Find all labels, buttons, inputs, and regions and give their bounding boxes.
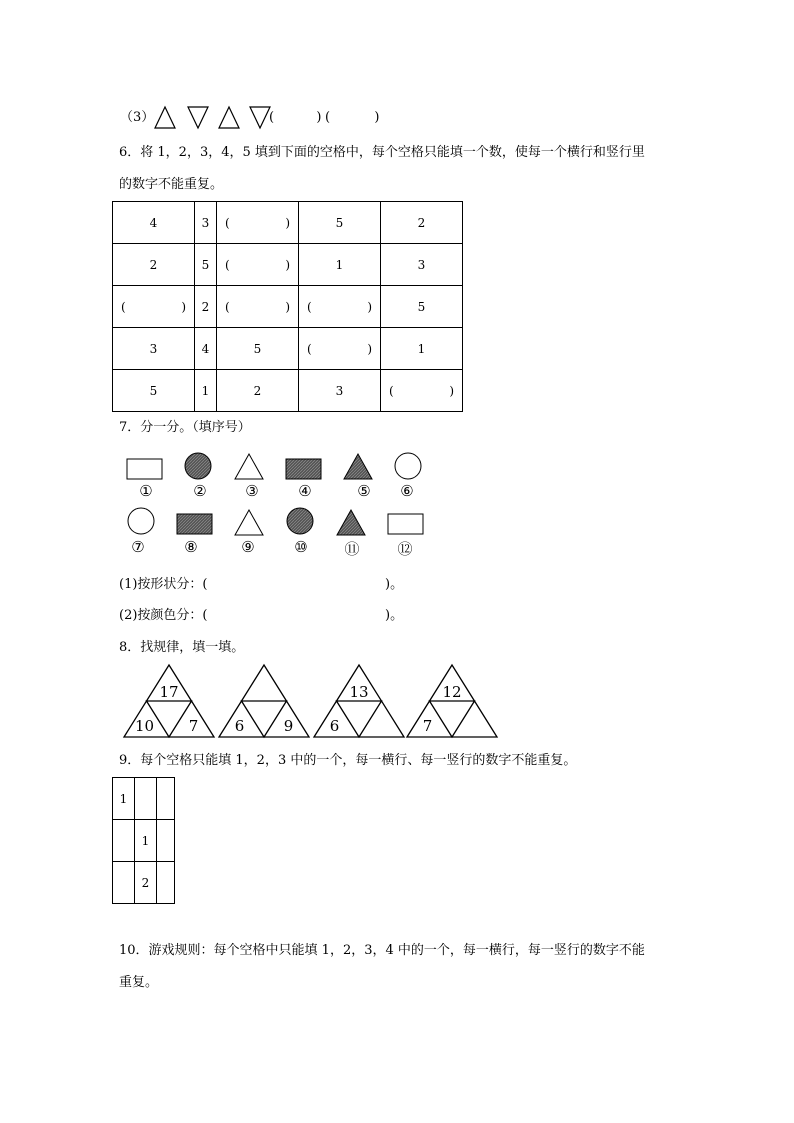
answer-cell[interactable] <box>113 862 135 904</box>
number-cell: 1 <box>195 370 217 412</box>
number-cell: 4 <box>113 202 195 244</box>
q8-triangles <box>122 663 502 739</box>
white-triangle-icon <box>235 454 263 479</box>
answer-cell[interactable]: ( ) <box>299 328 381 370</box>
triangle-right-number: 7 <box>188 717 199 735</box>
answer-cell[interactable]: ( ) <box>217 286 299 328</box>
triangle-top-number: 13 <box>349 683 369 701</box>
number-cell: 5 <box>195 244 217 286</box>
q6-text-line2: 的数字不能重复。 <box>119 177 224 192</box>
white-rectangle-icon <box>388 514 423 534</box>
table-row <box>113 778 175 820</box>
shape-number-label: ③ <box>245 482 259 500</box>
answer-cell[interactable]: ( ) <box>217 244 299 286</box>
triangle-top-number: 17 <box>159 683 179 701</box>
shaded-circle-icon <box>287 508 313 534</box>
number-cell: 5 <box>217 328 299 370</box>
shaded-rectangle-icon <box>177 514 212 534</box>
q7-sub1: (1)按形状分：( <box>119 577 208 592</box>
number-triangle <box>124 665 214 737</box>
answer-cell[interactable] <box>113 820 135 862</box>
triangle-left-number: 10 <box>134 717 155 735</box>
q7-sub1-end: )。 <box>385 577 404 592</box>
up-triangle-icon <box>155 107 175 128</box>
number-cell: 3 <box>299 370 381 412</box>
shape-number-label: ① <box>139 482 153 500</box>
number-cell: 2 <box>135 862 157 904</box>
shaded-circle-icon <box>185 453 211 479</box>
number-cell: 2 <box>195 286 217 328</box>
shaded-triangle-icon <box>344 454 372 479</box>
number-triangle <box>314 665 404 737</box>
shape-number-label: ⑤ <box>357 482 371 500</box>
shape-number-label: ④ <box>298 482 312 500</box>
number-cell: 2 <box>381 202 463 244</box>
table-row <box>113 202 463 244</box>
number-cell: 1 <box>381 328 463 370</box>
down-triangle-icon <box>250 107 270 128</box>
q7-title: 7．分一分。（填序号） <box>119 420 251 435</box>
table-row <box>113 286 463 328</box>
number-cell: 3 <box>381 244 463 286</box>
triangle-top-number: 12 <box>442 683 462 701</box>
triangle-left-number: 7 <box>422 717 433 735</box>
answer-blank[interactable]: ( ) <box>325 110 380 125</box>
q10-text-line1: 10．游戏规则：每个空格中只能填 1，2，3，4 中的一个，每一横行，每一竖行的数字不能 <box>119 943 645 958</box>
white-circle-icon <box>128 508 154 534</box>
white-triangle-icon <box>235 510 263 535</box>
number-cell: 4 <box>195 328 217 370</box>
answer-cell[interactable] <box>135 778 157 820</box>
white-circle-icon <box>395 453 421 479</box>
q7-sub2: (2)按颜色分：( <box>119 608 208 623</box>
table-row <box>113 862 175 904</box>
q10-text-line2: 重复。 <box>119 975 159 990</box>
triangle-right-number: 9 <box>283 717 294 735</box>
q9-number-grid <box>112 777 175 904</box>
shape-number-label: ② <box>193 482 207 500</box>
q6-number-grid <box>112 201 463 412</box>
shape-number-label: ⑧ <box>184 538 198 556</box>
shaded-triangle-icon <box>337 510 365 535</box>
up-triangle-icon <box>219 107 239 128</box>
triangle-sequence <box>152 104 272 130</box>
shape-number-label: ⑪ <box>344 540 360 558</box>
shape-number-label: ⑦ <box>131 538 145 556</box>
down-triangle-icon <box>188 107 208 128</box>
answer-cell[interactable]: ( ) <box>113 286 195 328</box>
shape-number-label: ⑥ <box>400 482 414 500</box>
shape-number-label: ⑨ <box>241 538 255 556</box>
answer-cell[interactable] <box>157 778 175 820</box>
white-rectangle-icon <box>127 459 162 479</box>
table-row <box>113 328 463 370</box>
shape-number-label: ⑫ <box>397 540 413 558</box>
answer-cell[interactable] <box>157 862 175 904</box>
answer-cell[interactable]: ( ) <box>217 202 299 244</box>
triangle-left-number: 6 <box>234 717 245 735</box>
number-cell: 5 <box>113 370 195 412</box>
answer-cell[interactable]: ( ) <box>299 286 381 328</box>
number-cell: 3 <box>113 328 195 370</box>
table-row <box>113 244 463 286</box>
triangle-left-number: 6 <box>329 717 340 735</box>
q8-title: 8．找规律，填一填。 <box>119 640 245 655</box>
table-row <box>113 370 463 412</box>
number-cell: 5 <box>299 202 381 244</box>
number-triangle <box>407 665 497 737</box>
answer-cell[interactable] <box>157 820 175 862</box>
number-cell: 1 <box>113 778 135 820</box>
table-row <box>113 820 175 862</box>
answer-cell[interactable]: ( ) <box>381 370 463 412</box>
shape-number-label: ⑩ <box>294 538 308 556</box>
number-cell: 3 <box>195 202 217 244</box>
number-cell: 2 <box>217 370 299 412</box>
number-cell: 1 <box>135 820 157 862</box>
q7-sub2-end: )。 <box>385 608 404 623</box>
number-cell: 5 <box>381 286 463 328</box>
q6-text-line1: 6．将 1，2，3，4，5 填到下面的空格中，每个空格只能填一个数，使每一个横行和竖行里 <box>119 145 645 160</box>
number-triangle <box>219 665 309 737</box>
number-cell: 2 <box>113 244 195 286</box>
number-cell: 1 <box>299 244 381 286</box>
shaded-rectangle-icon <box>286 459 321 479</box>
q5-part3-label: （3） <box>120 110 155 125</box>
answer-blank[interactable]: ( ) <box>269 110 322 125</box>
q9-title: 9．每个空格只能填 1，2，3 中的一个，每一横行、每一竖行的数字不能重复。 <box>119 753 577 768</box>
